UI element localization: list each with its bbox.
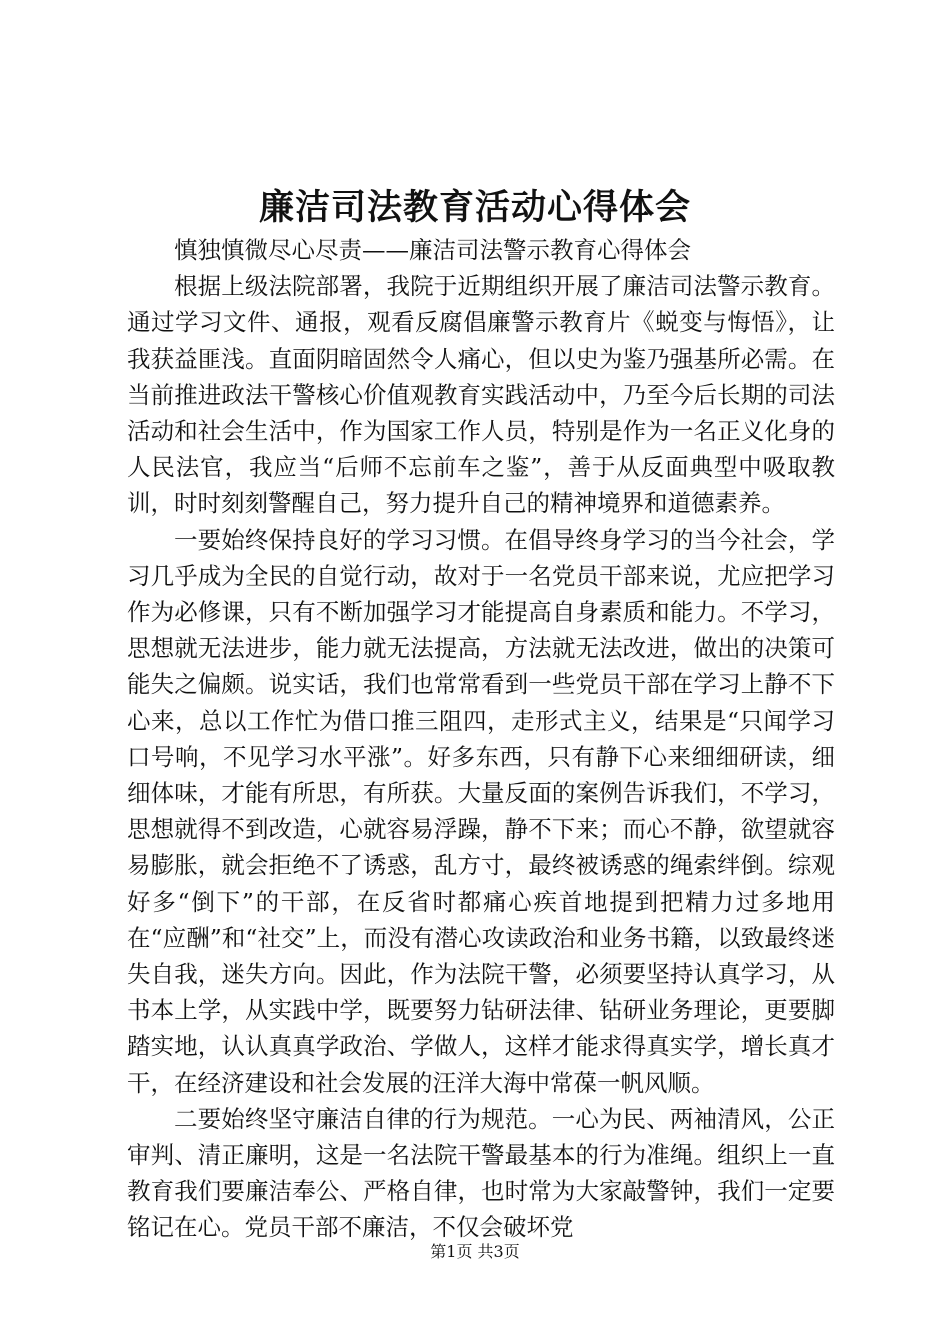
subtitle-paragraph: 慎独慎微尽心尽责——廉洁司法警示教育心得体会 <box>174 236 691 264</box>
document-body <box>127 232 835 1246</box>
document-title: 廉洁司法教育活动心得体会 <box>258 187 691 228</box>
page-number-footer: 第1页 共3页 <box>430 1242 520 1261</box>
body-paragraph: 二要始终坚守廉洁自律的行为规范。一心为民、两袖清风，公正审判、清正廉明，这是一名法院干警最基本的行为准绳。组织上一直教育我们要廉洁奉公、严格自律，也时常为大家敲警钟，我们一定要铭记在心。党员干部不廉洁，不仅会破坏党 <box>127 1104 835 1242</box>
body-paragraph: 一要始终保持良好的学习习惯。在倡导终身学习的当今社会，学习几乎成为全民的自觉行动，故对于一名党员干部来说，尤应把学习作为必修课，只有不断加强学习才能提高自身素质和能力。不学习，思想就无法进步，能力就无法提高，方法就无法改进，做出的决策可能失之偏颇。说实话，我们也常常看到一些党员干部在学习上静不下心来，总以工作忙为借口推三阻四，走形式主义，结果是“只闻学习口号响，不见学习水平涨”。好多东西，只有静下心来细细研读，细细体味，才能有所思，有所获。大量反面的案例告诉我们，不学习，思想就得不到改造，心就容易浮躁，静不下来；而心不静，欲望就容易膨胀，就会拒绝不了诱惑，乱方寸，最终被诱惑的绳索绊倒。综观好多“倒下”的干部，在反省时都痛心疾首地提到把精力过多地用在“应酬”和“社交”上，而没有潜心攻读政治和业务书籍，以致最终迷失自我，迷失方向。因此，作为法院干警，必须要坚持认真学习，从书本上学，从实践中学，既要努力钻研法律、钻研业务理论，更要脚踏实地，认认真真学政治、学做人，这样才能求得真实学，增长真才干，在经济建设和社会发展的汪洋大海中常葆一帆风顺。 <box>127 525 835 1097</box>
body-paragraph: 根据上级法院部署，我院于近期组织开展了廉洁司法警示教育。通过学习文件、通报，观看反腐倡廉警示教育片《蜕变与悔悟》，让我获益匪浅。直面阴暗固然令人痛心，但以史为鉴乃强基所必需。在当前推进政法干警核心价值观教育实践活动中，乃至今后长期的司法活动和社会生活中，作为国家工作人员，特别是作为一名正义化身的人民法官，我应当“后师不忘前车之鉴”，善于从反面典型中吸取教训，时时刻刻警醒自己，努力提升自己的精神境界和道德素养。 <box>127 272 835 518</box>
